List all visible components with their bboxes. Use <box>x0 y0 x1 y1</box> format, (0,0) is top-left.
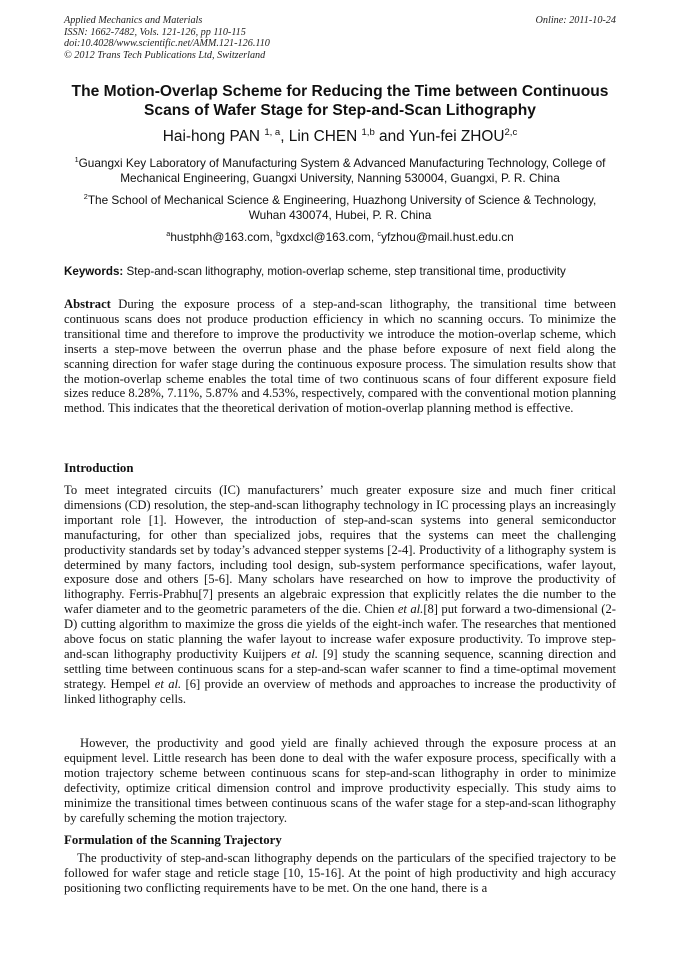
affiliation-1-marker: 1 <box>74 155 79 165</box>
section-heading-introduction: Introduction <box>64 461 134 475</box>
author-list <box>40 128 640 146</box>
paper-title <box>40 83 640 120</box>
author-3-name: Yun-fei ZHOU <box>408 128 505 145</box>
author-3-affil: 2,c <box>504 126 518 138</box>
intro-p1-part-a: To meet integrated circuits (IC) manufacturers’ much greater exposure size and much finer critical dimensions (CD) resolution, the step-and-scan lithography technology in IC processing plays an increasingly important role [1]. However, the introduction of step-and-scan systems into general semiconductor manufacturing, for other than specialized jobs, requires that the systems can meet the challenging productivity standards set by today’s advanced stepper systems [2-4]. Productivity of a lithography system is determined by many factors, including tool design, sub-system performance specifications, wafer layout, exposure dose and others [5-6]. Many scholars have researched on how to improve the productivity of lithography. Ferris-Prabhu[7] presents an algebraic expression that explicitly relates the die number to the wafer diameter and to the geometric parameters of the die. Chien <box>64 483 616 617</box>
author-2-name: Lin CHEN <box>288 128 358 145</box>
abstract-label: Abstract <box>64 297 111 311</box>
author-separator: , <box>280 128 289 145</box>
journal-name: Applied Mechanics and Materials <box>64 15 203 26</box>
author-separator: and <box>374 128 409 145</box>
online-date: Online: 2011-10-24 <box>535 15 616 26</box>
keywords-text: Step-and-scan lithography, motion-overlap scheme, step transitional time, productivity <box>123 265 566 278</box>
author-2-affil: 1,b <box>361 126 375 138</box>
section-heading-formulation: Formulation of the Scanning Trajectory <box>64 833 282 847</box>
abstract <box>64 297 616 416</box>
email-b-marker: b <box>276 229 281 239</box>
intro-p1-part-b: [8] put forward a two-dimensional (2-D) cutting algorithm to maximize the gross die yields of the eight-inch wafer. The researches that mentioned above focus on static planning the wafer layout to increase wafer exposure productivity. To improve step-and-scan lithography productivity Kuijpers <box>64 602 616 661</box>
intro-p1-part-c: [9] study the scanning sequence, scanning direction and settling time between continuous scans for a step-and-scan wafer scanner to find a time-optimal movement strategy. Hempel <box>64 646 616 691</box>
author-1-name: Hai-hong PAN <box>162 128 261 145</box>
affiliation-2-marker: 2 <box>83 192 88 202</box>
author-1-affil: 1, a <box>264 126 281 138</box>
intro-paragraph-1 <box>64 483 616 707</box>
email-c-marker: c <box>377 229 382 239</box>
email-c-link[interactable]: yfzhou@mail.hust.edu.cn <box>381 230 514 244</box>
email-b-link[interactable]: gxdxcl@163.com, <box>280 230 378 244</box>
email-a-link[interactable]: hustphh@163.com, <box>170 230 277 244</box>
email-a-marker: a <box>166 229 171 239</box>
keywords-label: Keywords: <box>64 265 124 278</box>
title-line-1: The Motion-Overlap Scheme for Reducing the Time between Continuous <box>71 83 609 100</box>
et-al-2: et al. <box>291 646 319 661</box>
affiliation-2-text: The School of Mechanical Science & Engineering, Huazhong University of Science & Technology, Wuhan 430074, Hubei, P. R. China <box>87 193 597 222</box>
formulation-paragraph-1: The productivity of step-and-scan lithography depends on the particulars of the specified trajectory to be followed for wafer stage and reticle stage [10, 15-16]. At the point of high productivity and high accuracy positioning two conflicting requirements have to be met. On the one hand, there is a <box>64 851 616 895</box>
issn-line: ISSN: 1662-7482, Vols. 121-126, pp 110-115 <box>64 26 246 38</box>
et-al-1: et al. <box>397 602 424 617</box>
copyright-line: © 2012 Trans Tech Publications Ltd, Switzerland <box>64 49 266 61</box>
abstract-text: During the exposure process of a step-and-scan lithography, the transitional time between continuous scans does not produce production efficiency in which no scanning occurs. To minimize the transitional time and therefore to improve the productivity we introduce the motion-overlap scheme, which inserts a step-move between the overrun phase and the phase before exposure of next field along the scanning direction for wafer stage during the continuous exposure process. The simulation results show that the motion-overlap scheme enables the total time of two continuous scans of four different exposure field sizes reduce 8.28%, 7.11%, 5.87% and 4.53%, respectively, compared with the conventional motion planning method. This indicates that the theoretical derivation of motion-overlap planning method is effective. <box>64 297 616 416</box>
affiliation-1-text: Guangxi Key Laboratory of Manufacturing System & Advanced Manufacturing Technology, College of Mechanical Engineering, Guangxi University, Nanning 530004, Guangxi, P. R. China <box>78 156 606 185</box>
intro-p1-part-d: [6] provide an overview of methods and approaches to increase the productivity of linked lithography cells. <box>64 676 617 706</box>
et-al-3: et al. <box>154 676 182 691</box>
journal-header <box>64 15 616 61</box>
doi-line: doi:10.4028/www.scientific.net/AMM.121-126.110 <box>64 38 270 50</box>
affiliation-1 <box>64 156 616 185</box>
email-list <box>64 230 616 244</box>
keywords <box>64 265 616 279</box>
affiliation-2 <box>64 193 616 222</box>
title-line-2: Scans of Wafer Stage for Step-and-Scan Lithography <box>144 101 536 119</box>
intro-paragraph-2: However, the productivity and good yield are finally achieved through the exposure process at an equipment level. Little research has been done to deal with the wafer exposure process, specifically with a motion trajectory scheme between continuous scans for step-and-scan lithography in order to minimize defectivity, optimize critical dimension control and improve productivity especially. This study aims to minimize the transitional times between continuous scans of the wafer stage for a step-and-scan lithography by carefully scheming the motion trajectory. <box>64 736 616 825</box>
